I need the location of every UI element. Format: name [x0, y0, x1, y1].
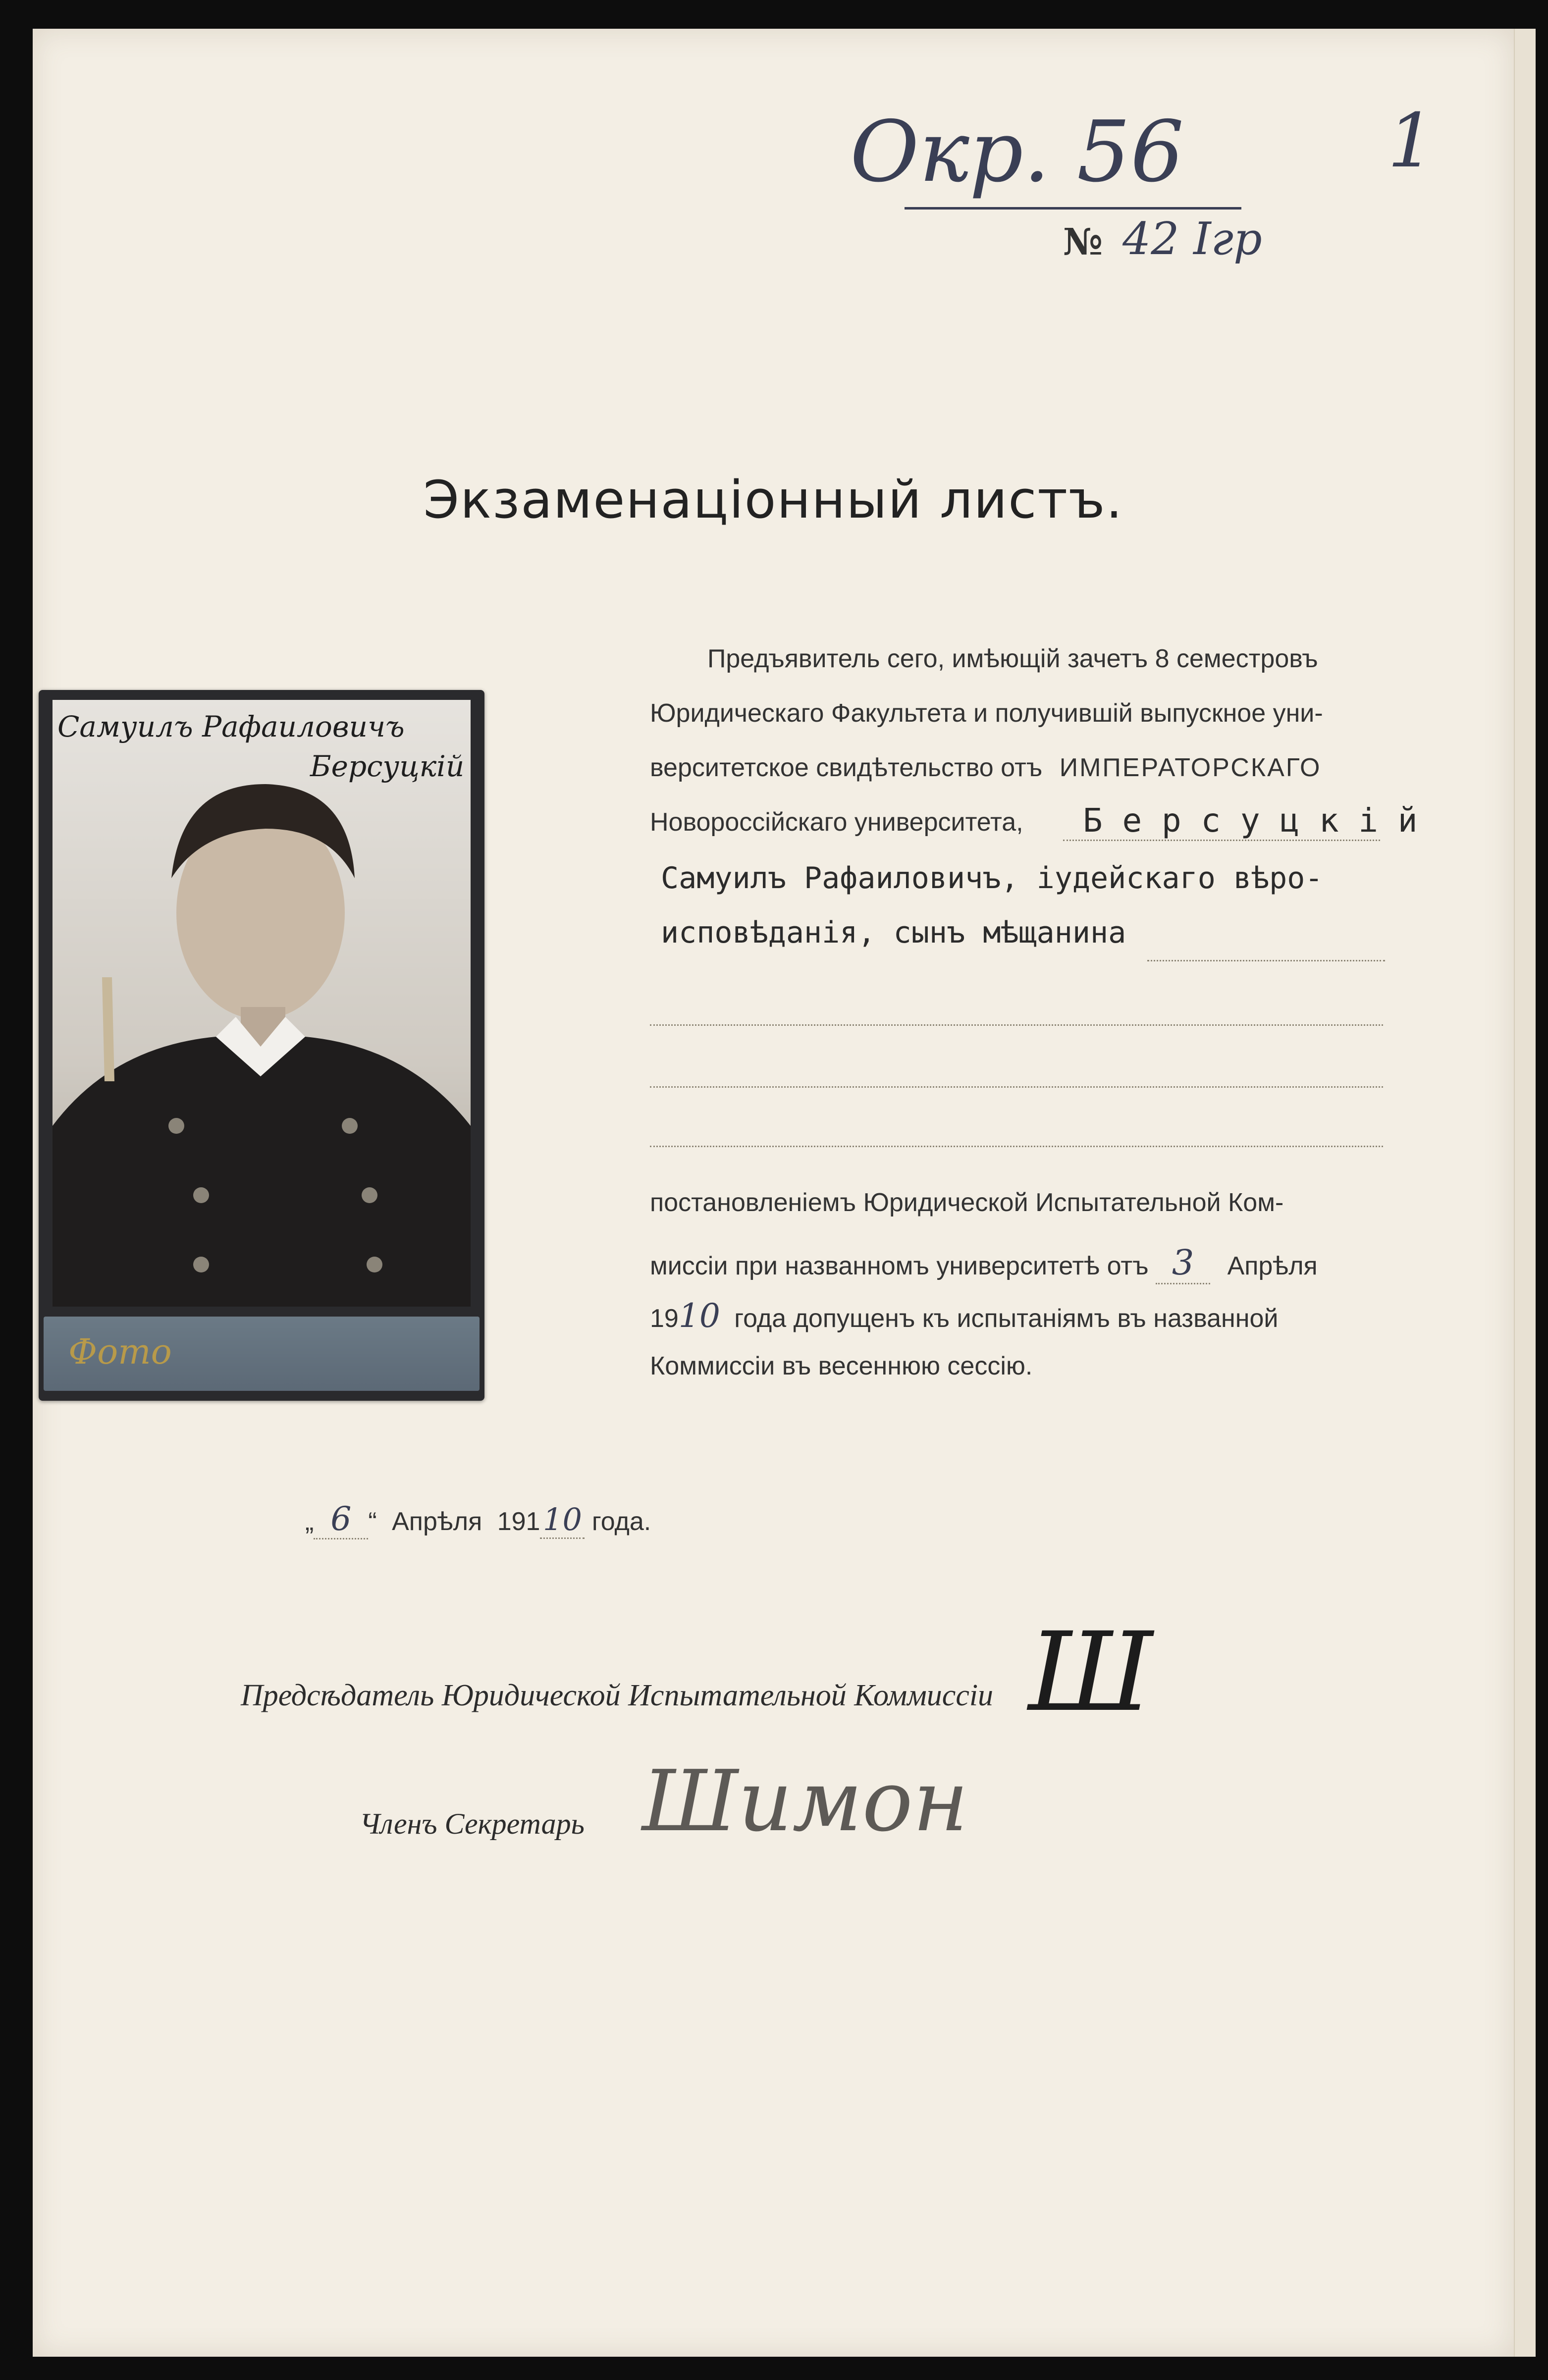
- date-year-suffix: 10: [540, 1501, 585, 1539]
- commission-year: 10: [678, 1297, 720, 1335]
- photo-caption-name: Самуилъ Рафаиловичъ: [57, 710, 405, 743]
- document-sheet: [33, 29, 1514, 2357]
- body-line-1: [707, 644, 1318, 674]
- body-text: года допущенъ къ испытанiямъ въ названной: [734, 1304, 1279, 1333]
- blank-line-1: [1147, 960, 1385, 961]
- body-text: Коммиссiи въ весеннюю сессiю.: [650, 1352, 1033, 1380]
- body-text: миссiи при названномъ университетѣ отъ: [650, 1252, 1149, 1280]
- page-number: 1: [1388, 98, 1435, 184]
- body-line-5: Самуилъ Рафаиловичъ, iудейскаго вѣро-: [661, 861, 1323, 896]
- close-quote: “: [368, 1507, 377, 1536]
- studio-mark: Фото: [68, 1331, 172, 1372]
- body-line-2: [650, 698, 1323, 728]
- sheet-edge: [1514, 29, 1536, 2357]
- body-line-4: [650, 807, 1023, 837]
- open-quote: „: [305, 1507, 314, 1536]
- okrug-number: Окр. 56: [850, 103, 1184, 201]
- body-line-3: [650, 753, 1321, 783]
- date-month: Апрѣля: [392, 1507, 482, 1536]
- body-line-8: [650, 1242, 1318, 1284]
- university-name: ИМПЕРАТОРСКАГО: [1059, 753, 1322, 782]
- date-word: года.: [591, 1507, 651, 1536]
- chairman-signature: Ш: [1028, 1609, 1153, 1736]
- body-line-7: [650, 1188, 1283, 1217]
- photo-caption-surname: Берсуцкiй: [310, 749, 465, 783]
- number-label: №: [1063, 221, 1103, 264]
- body-text: постановленiемъ Юридической Испытательной Ком-: [650, 1188, 1284, 1217]
- body-text: Новороссiйскаго университета,: [650, 808, 1023, 837]
- body-text: 19: [650, 1304, 679, 1333]
- photo-image: [53, 700, 471, 1307]
- photo-studio-band: [44, 1317, 480, 1391]
- blank-line-4: [650, 1146, 1383, 1147]
- date-line: [305, 1500, 651, 1539]
- document-title: Экзаменацiонный листъ.: [423, 470, 1123, 530]
- blank-line-2: [650, 1024, 1383, 1026]
- body-text: верситетское свидѣтельство отъ: [650, 753, 1043, 782]
- date-day: 6: [314, 1500, 368, 1539]
- commission-month: Апрѣля: [1227, 1252, 1318, 1280]
- secretary-signature: Шимон: [642, 1752, 968, 1851]
- surname-field: [1063, 801, 1418, 841]
- commission-day: 3: [1156, 1242, 1210, 1284]
- okrug-underline: [905, 207, 1241, 210]
- secretary-label: Членъ Секретарь: [360, 1807, 585, 1840]
- chairman-label: Предсѣдатель Юридической Испытательной Коммиссiи: [241, 1679, 994, 1712]
- body-line-9: [650, 1297, 1278, 1335]
- body-text: Юридическаго Факультета и получившiй выпускное уни-: [650, 699, 1323, 728]
- portrait-figure: [53, 700, 471, 1307]
- date-year-prefix: 191: [497, 1507, 540, 1536]
- body-line-6: исповѣданiя, сынъ мѣщанина: [661, 915, 1126, 950]
- blank-line-3: [650, 1086, 1383, 1088]
- body-line-10: [650, 1351, 1032, 1381]
- body-text: Предъявитель сего, имѣющiй зачетъ 8 семестровъ: [707, 644, 1318, 673]
- portrait-photo: [39, 690, 484, 1401]
- number-value: 42 Iгр: [1122, 213, 1262, 265]
- surname-value: Б е р с у ц к i й: [1083, 801, 1418, 840]
